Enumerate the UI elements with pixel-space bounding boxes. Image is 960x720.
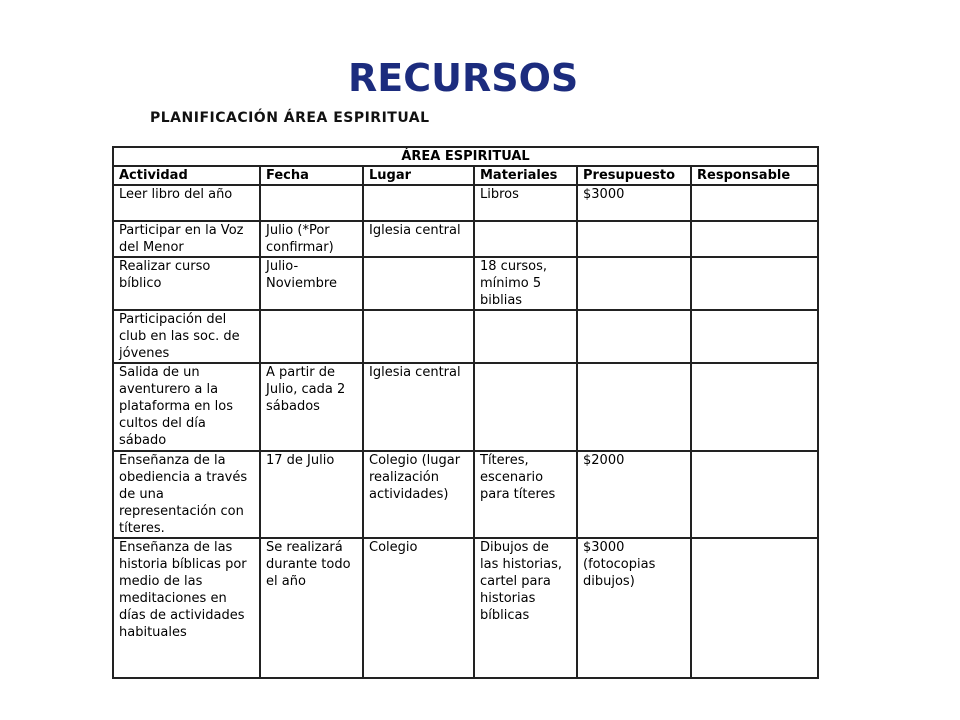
cell-presupuesto: $3000	[577, 185, 691, 221]
cell-materiales: Dibujos de las historias, cartel para historias bíblicas	[474, 538, 577, 678]
table-row	[113, 257, 818, 310]
cell-presupuesto: $2000	[577, 451, 691, 538]
cell-responsable	[691, 538, 818, 678]
cell-actividad: Salida de un aventurero a la plataforma en los cultos del día sábado	[113, 363, 260, 451]
column-header-actividad: Actividad	[113, 166, 260, 185]
cell-fecha	[260, 310, 363, 363]
cell-fecha: Julio-Noviembre	[260, 257, 363, 310]
cell-responsable	[691, 310, 818, 363]
cell-actividad: Participar en la Voz del Menor	[113, 221, 260, 257]
cell-fecha	[260, 185, 363, 221]
cell-lugar: Colegio (lugar realización actividades)	[363, 451, 474, 538]
cell-fecha: 17 de Julio	[260, 451, 363, 538]
cell-fecha: Julio (*Por confirmar)	[260, 221, 363, 257]
cell-materiales: Títeres, escenario para títeres	[474, 451, 577, 538]
cell-materiales	[474, 363, 577, 451]
table-row	[113, 538, 818, 678]
slide-title: RECURSOS	[348, 56, 579, 100]
cell-responsable	[691, 257, 818, 310]
cell-presupuesto	[577, 257, 691, 310]
cell-lugar	[363, 185, 474, 221]
cell-lugar: Iglesia central	[363, 221, 474, 257]
cell-lugar	[363, 310, 474, 363]
cell-materiales	[474, 310, 577, 363]
cell-actividad: Enseñanza de las historia bíblicas por medio de las meditaciones en días de actividades habituales	[113, 538, 260, 678]
table-row	[113, 185, 818, 221]
cell-lugar	[363, 257, 474, 310]
cell-presupuesto	[577, 363, 691, 451]
cell-fecha: Se realizará durante todo el año	[260, 538, 363, 678]
cell-presupuesto: $3000 (fotocopias dibujos)	[577, 538, 691, 678]
planning-table	[112, 146, 819, 679]
table-row	[113, 221, 818, 257]
cell-actividad: Participación del club en las soc. de jóvenes	[113, 310, 260, 363]
document-heading: PLANIFICACIÓN ÁREA ESPIRITUAL	[150, 110, 430, 126]
table-row	[113, 310, 818, 363]
cell-materiales	[474, 221, 577, 257]
cell-lugar: Colegio	[363, 538, 474, 678]
cell-fecha: A partir de Julio, cada 2 sábados	[260, 363, 363, 451]
cell-responsable	[691, 185, 818, 221]
area-header: ÁREA ESPIRITUAL	[113, 147, 818, 166]
column-header-responsable: Responsable	[691, 166, 818, 185]
cell-actividad: Realizar curso bíblico	[113, 257, 260, 310]
cell-responsable	[691, 451, 818, 538]
cell-actividad: Enseñanza de la obediencia a través de una representación con títeres.	[113, 451, 260, 538]
cell-lugar: Iglesia central	[363, 363, 474, 451]
column-header-materiales: Materiales	[474, 166, 577, 185]
cell-responsable	[691, 221, 818, 257]
cell-materiales: 18 cursos, mínimo 5 biblias	[474, 257, 577, 310]
cell-responsable	[691, 363, 818, 451]
cell-materiales: Libros	[474, 185, 577, 221]
column-header-lugar: Lugar	[363, 166, 474, 185]
table-row	[113, 363, 818, 451]
column-header-presupuesto: Presupuesto	[577, 166, 691, 185]
column-header-fecha: Fecha	[260, 166, 363, 185]
cell-presupuesto	[577, 310, 691, 363]
table-row	[113, 451, 818, 538]
cell-presupuesto	[577, 221, 691, 257]
cell-actividad: Leer libro del año	[113, 185, 260, 221]
